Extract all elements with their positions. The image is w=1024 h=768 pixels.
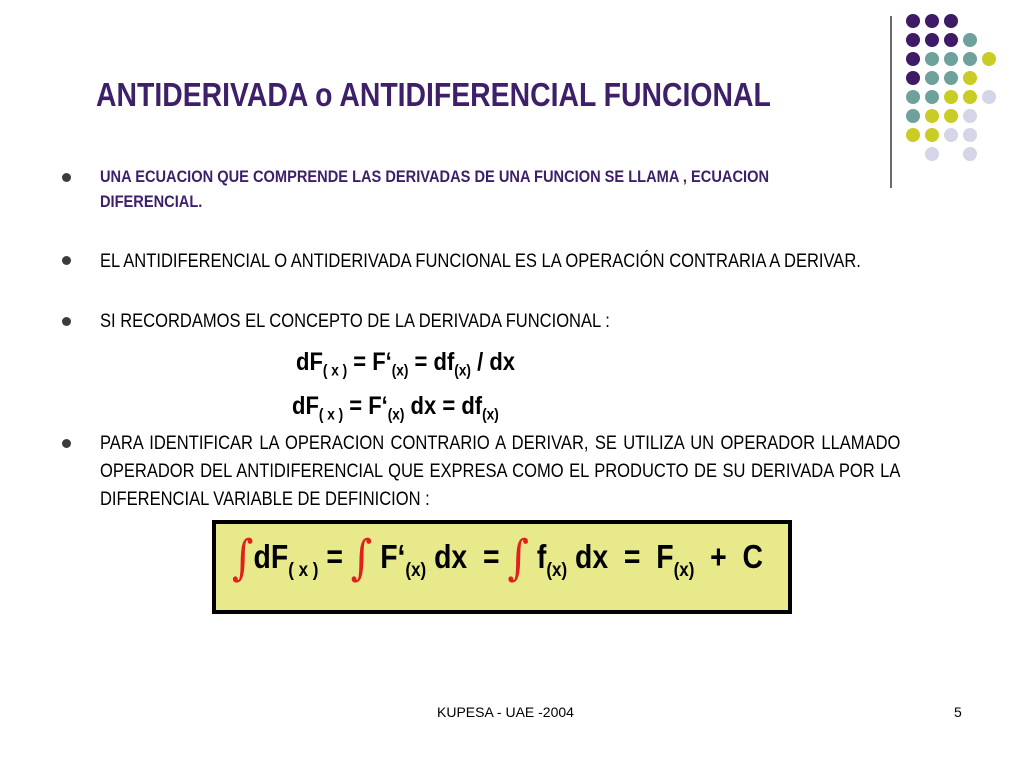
decorative-dot [944,90,958,104]
decorative-dot [944,33,958,47]
decorative-dot [925,52,939,66]
integral-formula-box [212,520,792,614]
decorative-dot [906,128,920,142]
decorative-dot [906,109,920,123]
decorative-dot [906,33,920,47]
decorative-dot [963,33,977,47]
decorative-dot [963,71,977,85]
decorative-dot [944,14,958,28]
decorative-dot [925,71,939,85]
decorative-dot [925,109,939,123]
integral-sign-icon: ∫ [507,530,529,586]
decorative-dot [906,52,920,66]
page-number: 5 [954,704,962,720]
integral-sign-icon: ∫ [232,530,254,586]
bullet-text-2: EL ANTIDIFERENCIAL O ANTIDERIVADA FUNCIONAL ES LA OPERACIÓN CONTRARIA A DERIVAR. [100,251,861,272]
decorative-dot [963,128,977,142]
derivative-equation-1: $dF_{( x )}$ = $F‘_{(x)} = df_{(x)}$ / dx [296,348,515,380]
decorative-dot-grid [906,14,1010,170]
decorative-dot [982,90,996,104]
footer-text: KUPESA - UAE -2004 [437,704,574,720]
decorative-dot [906,71,920,85]
decorative-dot [982,52,996,66]
integral-formula: $\int dF_{( x )}$ = ∫ $F‘_{(x)}$ dx = ∫ $f_{(x)}$ dx = $F_{(x)} + C$ [232,530,763,586]
derivative-equation-2: $dF_{( x )}$ = $F‘_{(x)}$ dx = $df_{(x)}$ [292,392,499,424]
bullet-text-4: PARA IDENTIFICAR LA OPERACION CONTRARIO A DERIVAR, SE UTILIZA UN OPERADOR LLAMADO OPERADOR DEL ANTIDIFERENCIAL QUE EXPRESA COMO EL PRODUCTO DE SU DERIVADA POR LA DIFERENCIAL VARIABLE DE DEFINICION : [100,433,901,510]
bullet-text-1: UNA ECUACION QUE COMPRENDE LAS DERIVADAS DE UNA FUNCION SE LLAMA , ECUACION DIFERENCIAL. [100,167,770,211]
vertical-divider [890,16,892,188]
decorative-dot [963,109,977,123]
bullet-text-3: SI RECORDAMOS EL CONCEPTO DE LA DERIVADA FUNCIONAL : [100,311,610,332]
decorative-dot [963,52,977,66]
decorative-dot [963,147,977,161]
decorative-dot [925,90,939,104]
integral-sign-icon: ∫ [350,530,373,586]
decorative-dot [925,33,939,47]
decorative-dot [944,109,958,123]
decorative-dot [944,128,958,142]
slide-title: ANTIDERIVADA o ANTIDIFERENCIAL FUNCIONAL [96,76,771,113]
decorative-dot [906,14,920,28]
decorative-dot [925,147,939,161]
bullet-marker [62,317,71,326]
decorative-dot [944,52,958,66]
bullet-marker [62,439,71,448]
decorative-dot [963,90,977,104]
bullet-marker [62,173,71,182]
decorative-dot [925,14,939,28]
decorative-dot [944,71,958,85]
decorative-dot [925,128,939,142]
bullet-marker [62,256,71,265]
decorative-dot [906,90,920,104]
